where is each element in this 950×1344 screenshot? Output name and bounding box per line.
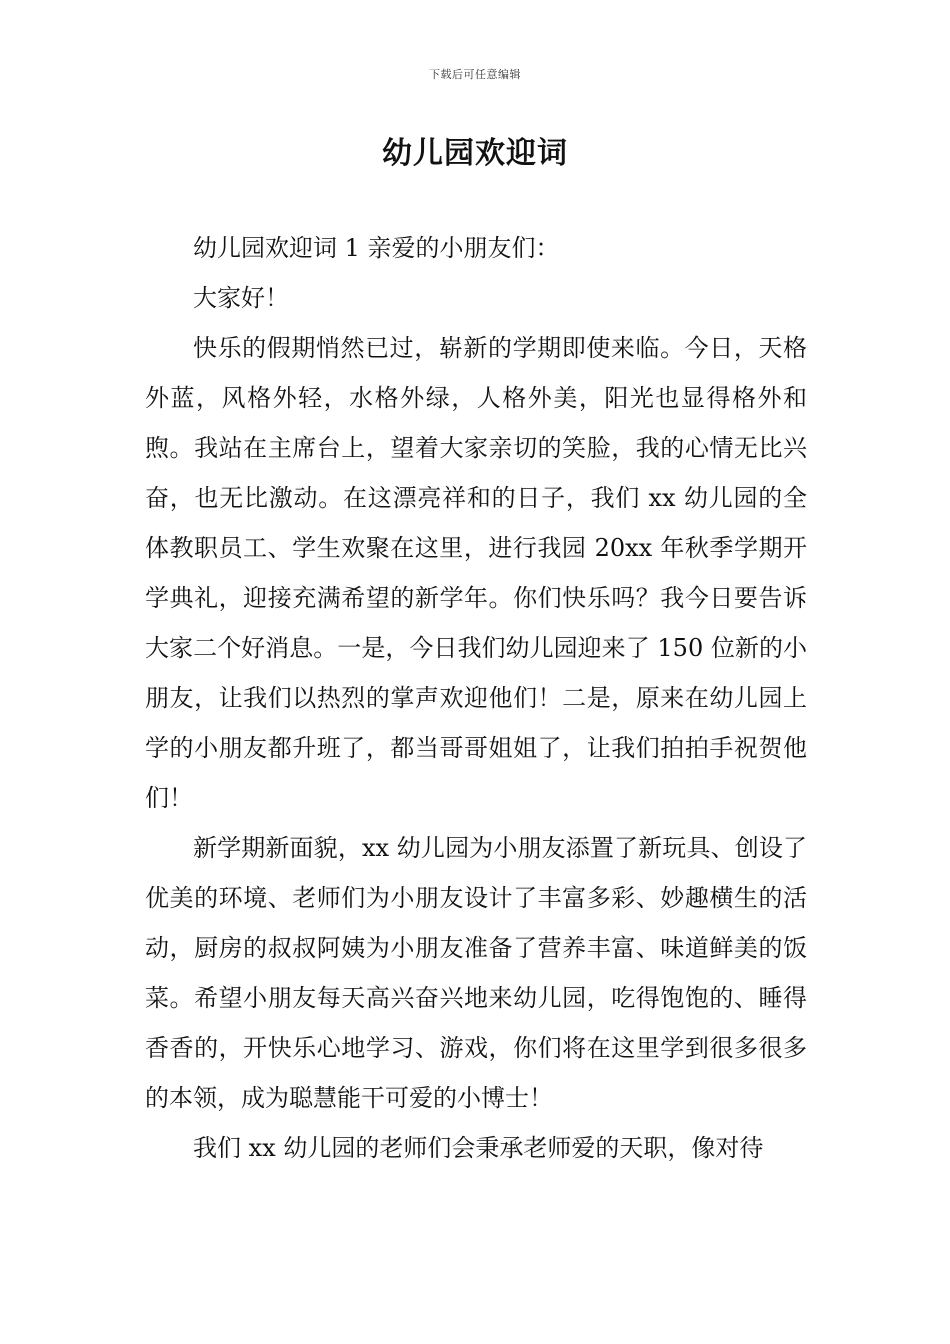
paragraph-teachers: 我们 xx 幼儿园的老师们会秉承老师爱的天职，像对待 <box>193 1134 764 1162</box>
paragraph-new-semester: 新学期新面貌，xx 幼儿园为小朋友添置了新玩具、创设了优美的环境、老师们为小朋友设计了丰富多彩、妙趣横生的活动，厨房的叔叔阿姨为小朋友准备了营养丰富、味道鲜美的饭菜。希望小朋友每天高兴奋兴地来幼儿园，吃得饱饱的、睡得香香的，开快乐心地学习、游戏，你们将在这里学到很多很多的本领，成为聪慧能干可爱的小博士！ <box>145 834 807 1112</box>
paragraph-greeting: 幼儿园欢迎词 1 亲爱的小朋友们： <box>193 234 560 262</box>
header-note: 下载后可任意编辑 <box>429 68 521 81</box>
document-title: 幼儿园欢迎词 <box>382 136 568 171</box>
paragraph-opening: 快乐的假期悄然已过，崭新的学期即使来临。今日，天格外蓝，风格外轻，水格外绿，人格外美，阳光也显得格外和煦。我站在主席台上，望着大家亲切的笑脸，我的心情无比兴奋，也无比激动。在这漂亮祥和的日子，我们 xx 幼儿园的全体教职员工、学生欢聚在这里，进行我园 20xx 年秋季学期开学典礼，迎接充满希望的新学年。你们快乐吗？我今日要告诉大家二个好消息。一是，今日我们幼儿园迎来了 150 位新的小朋友，让我们以热烈的掌声欢迎他们！二是，原来在幼儿园上学的小朋友都升班了，都当哥哥姐姐了，让我们拍拍手祝贺他们！ <box>145 334 807 812</box>
paragraph-hello: 大家好！ <box>193 284 289 312</box>
document-body <box>145 223 807 1173</box>
